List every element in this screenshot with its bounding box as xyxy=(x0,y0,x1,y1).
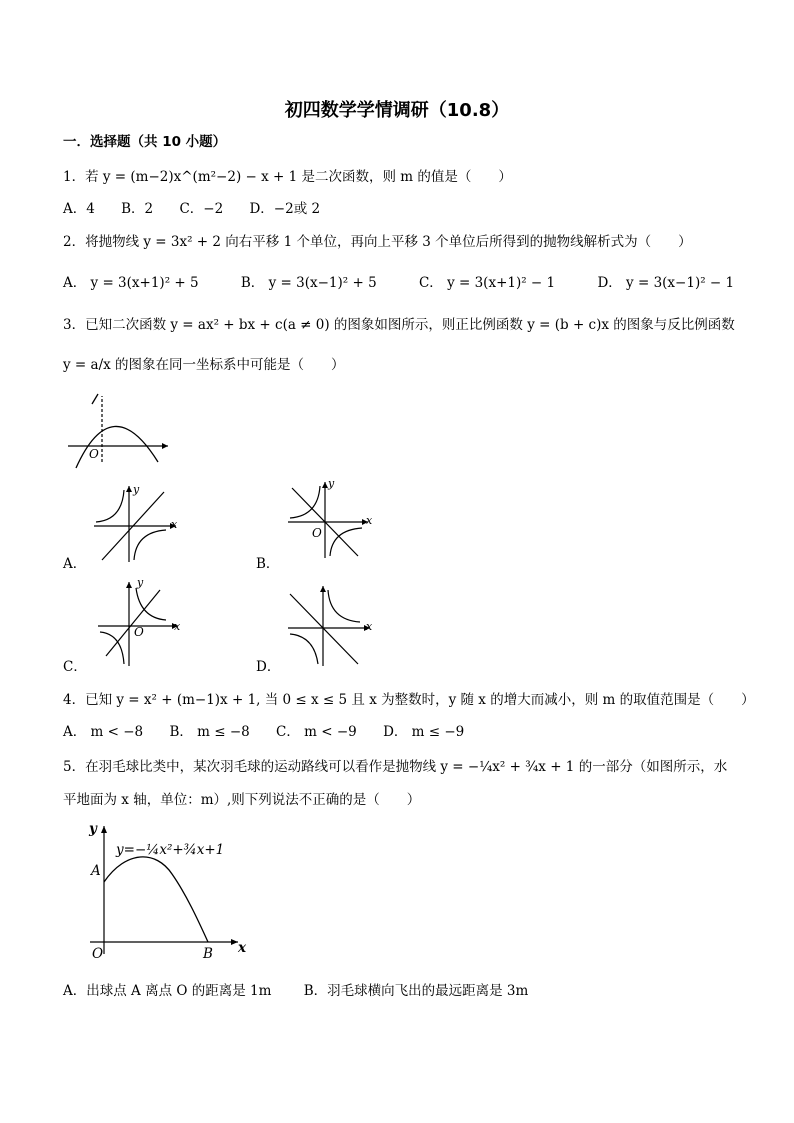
q5-graph-formula: y=−¼x²+¾x+1 xyxy=(116,842,225,858)
q4-option-b[interactable]: B． m ≤ −8 xyxy=(169,724,250,740)
q3-option-c[interactable]: C． xyxy=(63,659,87,675)
q5-point-b: B xyxy=(203,946,213,962)
q5-text-line2: 平地面为 x 轴，单位：m）,则下列说法不正确的是（ ） xyxy=(63,792,421,808)
q5-option-a[interactable]: A．出球点 A 离点 O 的距离是 1m xyxy=(63,983,272,999)
q3-graph-origin: O xyxy=(89,447,99,461)
q4-text: 4．已知 y = x² + (m−1)x + 1, 当 0 ≤ x ≤ 5 且 x 为整数时，y 随 x 的增大而减小，则 m 的取值范围是（ ） xyxy=(63,692,755,708)
q4-option-d[interactable]: D． m ≤ −9 xyxy=(383,724,465,740)
q3-parabola-graph xyxy=(64,390,174,470)
q5-options xyxy=(63,982,550,1000)
q1-option-c[interactable]: C．−2 xyxy=(179,201,224,217)
q2-option-c[interactable]: C． y = 3(x+1)² − 1 xyxy=(418,275,556,291)
q3-option-d[interactable]: D． xyxy=(256,659,281,675)
q5-point-o: O xyxy=(92,946,104,962)
q3-text-line1: 3．已知二次函数 y = ax² + bx + c(a ≠ 0) 的图象如图所示，则正比例函数 y = (b + c)x 的图象与反比例函数 xyxy=(63,317,735,333)
section-heading: 一．选择题（共 10 小题） xyxy=(63,134,227,150)
q2-options xyxy=(63,274,756,292)
q3-text-line2: y = a/x 的图象在同一坐标系中可能是（ ） xyxy=(63,357,345,373)
q3-c-origin: O xyxy=(134,625,144,639)
q5-point-a: A xyxy=(91,863,101,879)
q3-a-y-label: y xyxy=(133,483,140,496)
q3-b-x-label: x xyxy=(366,514,373,527)
q3-option-d-graph xyxy=(286,584,376,668)
q3-a-x-label: x xyxy=(171,518,178,531)
q5-x-label: x xyxy=(238,940,247,956)
q4-option-c[interactable]: C． m < −9 xyxy=(276,724,357,740)
q2-option-d[interactable]: D． y = 3(x−1)² − 1 xyxy=(597,275,735,291)
q1-option-a[interactable]: A．4 xyxy=(63,201,95,217)
q3-b-y-label: y xyxy=(328,477,335,490)
q5-option-b[interactable]: B．羽毛球横向飞出的最远距离是 3m xyxy=(303,983,529,999)
q1-option-b[interactable]: B．2 xyxy=(121,201,154,217)
q3-option-b[interactable]: B． xyxy=(256,556,280,572)
q5-trajectory-graph xyxy=(86,820,246,960)
q3-option-b-graph xyxy=(286,480,376,560)
q3-b-origin: O xyxy=(312,526,322,540)
q3-option-a[interactable]: A． xyxy=(63,556,87,572)
q3-c-y-label: y xyxy=(137,576,144,589)
q2-text: 2．将抛物线 y = 3x² + 2 向右平移 1 个单位，再向上平移 3 个单位后所得到的抛物线解析式为（ ） xyxy=(63,234,692,250)
q2-option-a[interactable]: A． y = 3(x+1)² + 5 xyxy=(63,275,199,291)
q3-option-a-graph xyxy=(92,484,182,564)
q3-d-x-label: x xyxy=(366,620,373,633)
q4-options xyxy=(63,723,486,741)
q1-text: 1．若 y = (m−2)x^(m²−2) − x + 1 是二次函数，则 m 的值是（ ） xyxy=(63,169,512,185)
q5-y-label: y xyxy=(89,821,97,837)
q1-options xyxy=(63,200,342,218)
q4-option-a[interactable]: A． m < −8 xyxy=(63,724,144,740)
q3-c-x-label: x xyxy=(174,620,181,633)
q1-option-d[interactable]: D．−2或 2 xyxy=(249,201,321,217)
page-title: 初四数学学情调研（10.8） xyxy=(284,100,510,121)
q5-text-line1: 5．在羽毛球比类中，某次羽毛球的运动路线可以看作是抛物线 y = −¼x² + ¾x + 1 的一部分（如图所示，水 xyxy=(63,759,728,775)
q2-option-b[interactable]: B． y = 3(x−1)² + 5 xyxy=(240,275,377,291)
